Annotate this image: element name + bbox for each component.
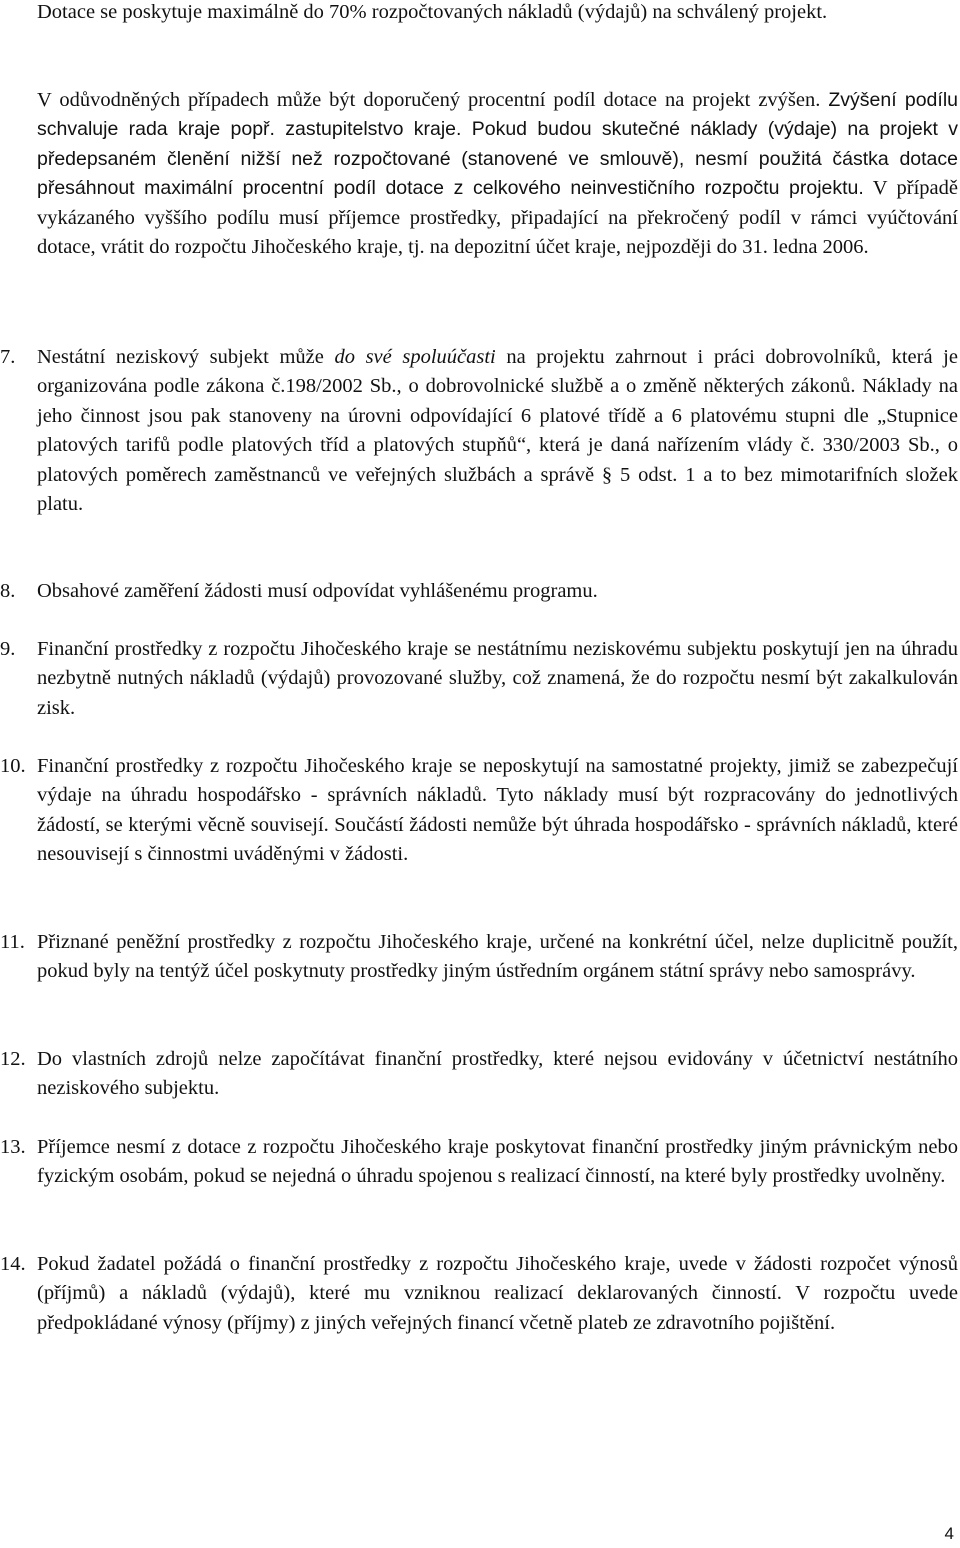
intro-paragraph-2 — [37, 86, 958, 262]
item-number: 13. — [0, 1136, 26, 1158]
list-item-9 — [0, 635, 958, 723]
item-text-italic: do své spoluúčasti — [334, 346, 496, 368]
item-number: 8. — [0, 580, 16, 602]
intro-serif-tail: V případě vykázaného vyššího podílu musí příjemce prostředky, připadající na překročený podíl v rámci vyúčtování dotace, vrátit do rozpočtu Jihočeského kraje, tj. na depozitní účet kraje, nejpozději do 31. ledna 2006. — [37, 177, 958, 259]
list-item-8 — [0, 577, 958, 606]
item-text: Finanční prostředky z rozpočtu Jihočeského kraje se neposkytují na samostatné projekty, jimiž se zabezpečují výdaje na úhradu hospodářsko - správních nákladů. Tyto náklady musí být rozpracovány do jednotlivých žádostí, se kterými věcně souvisejí. Součástí žádosti nemůže být úhrada hospodářsko - správních nákladů, které nesouvisejí s činnostmi uváděnými v žádosti. — [37, 755, 958, 866]
item-text-after: na projektu zahrnout i práci dobrovolníků, která je organizována podle zákona č.198/2002 Sb., o dobrovolnické službě a o změně některých zákonů. Náklady na jeho činnost jsou pak stanoveny na úrovni odpovídající 6 platové třídě a 6 platovému stupni dle „Stupnice platových tarifů podle platových tříd a platových stupňů“, která je daná nařízením vlády č. 330/2003 Sb., o platových poměrech zaměstnanců ve veřejných službách a správě § 5 odst. 1 a to bez mimotarifních složek platu. — [37, 346, 958, 516]
page-number: 4 — [944, 1524, 954, 1543]
item-text: Finanční prostředky z rozpočtu Jihočeského kraje se nestátnímu neziskovému subjektu poskytují jen na úhradu nezbytně nutných nákladů (výdajů) provozované služby, což znamená, že do rozpočtu nesmí být zakalkulován zisk. — [37, 638, 958, 719]
list-item-11 — [0, 928, 958, 987]
item-text: Do vlastních zdrojů nelze započítávat finanční prostředky, které nejsou evidovány v účetnictví nestátního neziskového subjektu. — [37, 1048, 958, 1100]
item-text: Přiznané peněžní prostředky z rozpočtu Jihočeského kraje, určené na konkrétní účel, nelze duplicitně použít, pokud byly na tentýž účel poskytnuty prostředky jiným ústředním orgánem státní správy nebo samosprávy. — [37, 931, 958, 983]
list-item-7 — [0, 343, 958, 519]
item-number: 14. — [0, 1253, 26, 1275]
list-item-13 — [0, 1133, 958, 1192]
intro-paragraph-1 — [37, 0, 958, 27]
list-item-14 — [0, 1250, 958, 1338]
intro-line-1: Dotace se poskytuje maximálně do 70% rozpočtovaných nákladů (výdajů) na schválený projekt. — [37, 1, 828, 23]
item-number: 7. — [0, 346, 16, 368]
item-text: Obsahové zaměření žádosti musí odpovídat vyhlášenému programu. — [37, 580, 598, 602]
item-number: 10. — [0, 755, 26, 777]
item-text-before: Nestátní neziskový subjekt může — [37, 346, 335, 368]
item-text: Pokud žadatel požádá o finanční prostředky z rozpočtu Jihočeského kraje, uvede v žádosti rozpočet výnosů (příjmů) a nákladů (výdajů), které mu vzniknou realizací deklarovaných činností. V rozpočtu uvede předpokládané výnosy (příjmy) z jiných veřejných financí včetně plateb ze zdravotního pojištění. — [37, 1253, 958, 1334]
intro-sans-text: Zvýšení podílu schvaluje rada kraje popř. zastupitelstvo kraje. Pokud budou skutečné náklady (výdaje) na projekt v předepsaném členění nižší než rozpočtované (stanovené ve smlouvě), nesmí použitá částka dotace přesáhnout maximální procentní podíl dotace z celkového neinvestičního rozpočtu projektu. — [37, 89, 958, 200]
item-text: Příjemce nesmí z dotace z rozpočtu Jihočeského kraje poskytovat finanční prostředky jiným právnickým nebo fyzickým osobám, pokud se nejedná o úhradu spojenou s realizací činností, na které byly prostředky uvolněny. — [37, 1136, 958, 1188]
list-item-12 — [0, 1045, 958, 1104]
item-number: 12. — [0, 1048, 26, 1070]
item-number: 11. — [0, 931, 25, 953]
item-number: 9. — [0, 638, 16, 660]
list-item-10 — [0, 752, 958, 870]
intro-line-2: V odůvodněných případech může být doporučený procentní podíl dotace na projekt zvýšen. — [37, 89, 821, 111]
